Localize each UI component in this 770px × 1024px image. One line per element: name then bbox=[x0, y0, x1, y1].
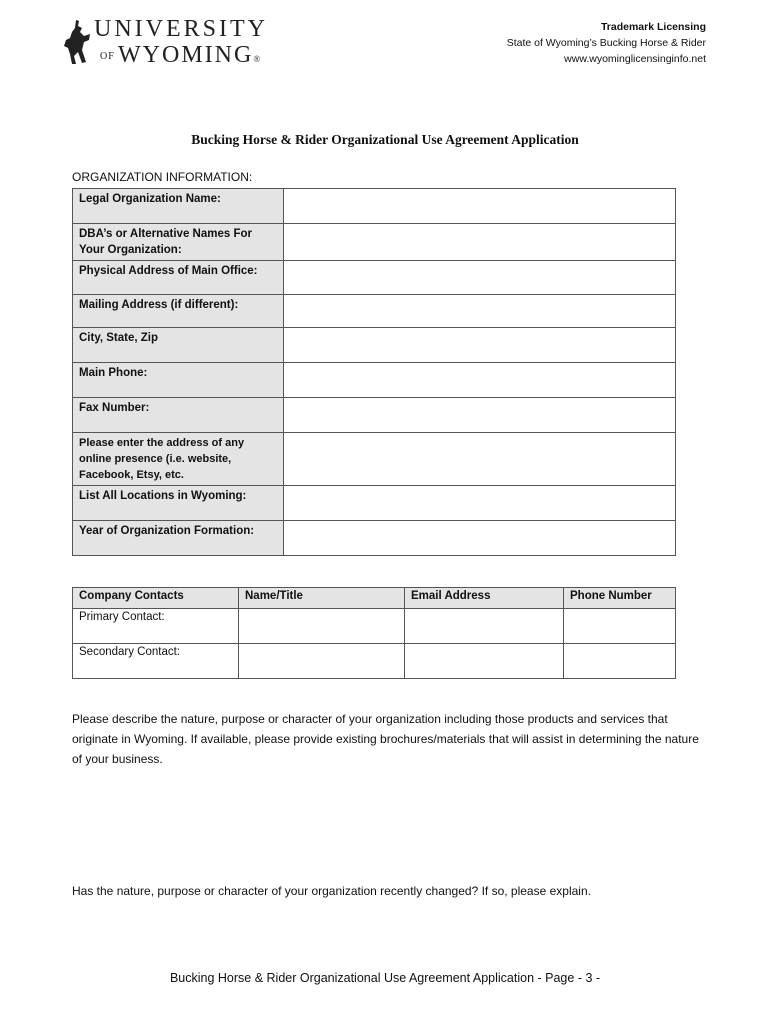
header-subtitle: State of Wyoming’s Bucking Horse & Rider bbox=[506, 37, 706, 49]
field-label: Please enter the address of any online presence (i.e. website, Facebook, Etsy, etc. bbox=[73, 433, 284, 486]
row-label: Secondary Contact: bbox=[73, 644, 239, 679]
header-title: Trademark Licensing bbox=[600, 21, 706, 33]
question-changed: Has the nature, purpose or character of your organization recently changed? If so, please explain. bbox=[72, 884, 591, 898]
secondary-email-input[interactable] bbox=[405, 644, 564, 679]
field-input-fax[interactable] bbox=[284, 398, 676, 433]
field-input-mailing-address[interactable] bbox=[284, 295, 676, 328]
field-input-year-formed[interactable] bbox=[284, 521, 676, 556]
row-label: Primary Contact: bbox=[73, 609, 239, 644]
section-label: ORGANIZATION INFORMATION: bbox=[72, 170, 253, 184]
column-header: Phone Number bbox=[564, 588, 676, 609]
field-label: Mailing Address (if different): bbox=[73, 295, 284, 328]
logo-of-text: OF bbox=[100, 51, 115, 62]
page-footer: Bucking Horse & Rider Organizational Use Agreement Application - Page - 3 - bbox=[169, 971, 601, 985]
logo-university-text: UNIVERSITY bbox=[94, 16, 268, 42]
field-label: List All Locations in Wyoming: bbox=[73, 486, 284, 521]
column-header: Company Contacts bbox=[73, 588, 239, 609]
field-label: Physical Address of Main Office: bbox=[73, 261, 284, 295]
header-info bbox=[507, 19, 706, 67]
question-nature: Please describe the nature, purpose or character of your organization including those products and services that originate in Wyoming. If available, please provide existing brochures/materials that will assist in determining the nature of your business. bbox=[72, 712, 699, 766]
primary-phone-input[interactable] bbox=[564, 609, 676, 644]
field-input-locations[interactable] bbox=[284, 486, 676, 521]
organization-info-table bbox=[72, 188, 676, 556]
logo-wyoming-text: WYOMING® bbox=[118, 42, 263, 68]
field-label: Fax Number: bbox=[73, 398, 284, 433]
field-label: Main Phone: bbox=[73, 363, 284, 398]
field-label: City, State, Zip bbox=[73, 328, 284, 363]
bucking-horse-icon bbox=[62, 18, 92, 68]
column-header: Name/Title bbox=[239, 588, 405, 609]
field-label: Legal Organization Name: bbox=[73, 189, 284, 224]
header-website: www.wyominglicensinginfo.net bbox=[564, 53, 706, 65]
field-label: Year of Organization Formation: bbox=[73, 521, 284, 556]
field-input-online-presence[interactable] bbox=[284, 433, 676, 486]
secondary-name-input[interactable] bbox=[239, 644, 405, 679]
primary-name-input[interactable] bbox=[239, 609, 405, 644]
field-input-physical-address[interactable] bbox=[284, 261, 676, 295]
column-header: Email Address bbox=[405, 588, 564, 609]
form-title: Bucking Horse & Rider Organizational Use Agreement Application bbox=[191, 132, 579, 147]
field-input-main-phone[interactable] bbox=[284, 363, 676, 398]
field-input-city-state-zip[interactable] bbox=[284, 328, 676, 363]
company-contacts-table bbox=[72, 587, 676, 679]
primary-email-input[interactable] bbox=[405, 609, 564, 644]
field-input-dba[interactable] bbox=[284, 224, 676, 261]
field-input-legal-name[interactable] bbox=[284, 189, 676, 224]
university-logo bbox=[62, 16, 268, 72]
field-label: DBA’s or Alternative Names For Your Organization: bbox=[73, 224, 284, 261]
secondary-phone-input[interactable] bbox=[564, 644, 676, 679]
